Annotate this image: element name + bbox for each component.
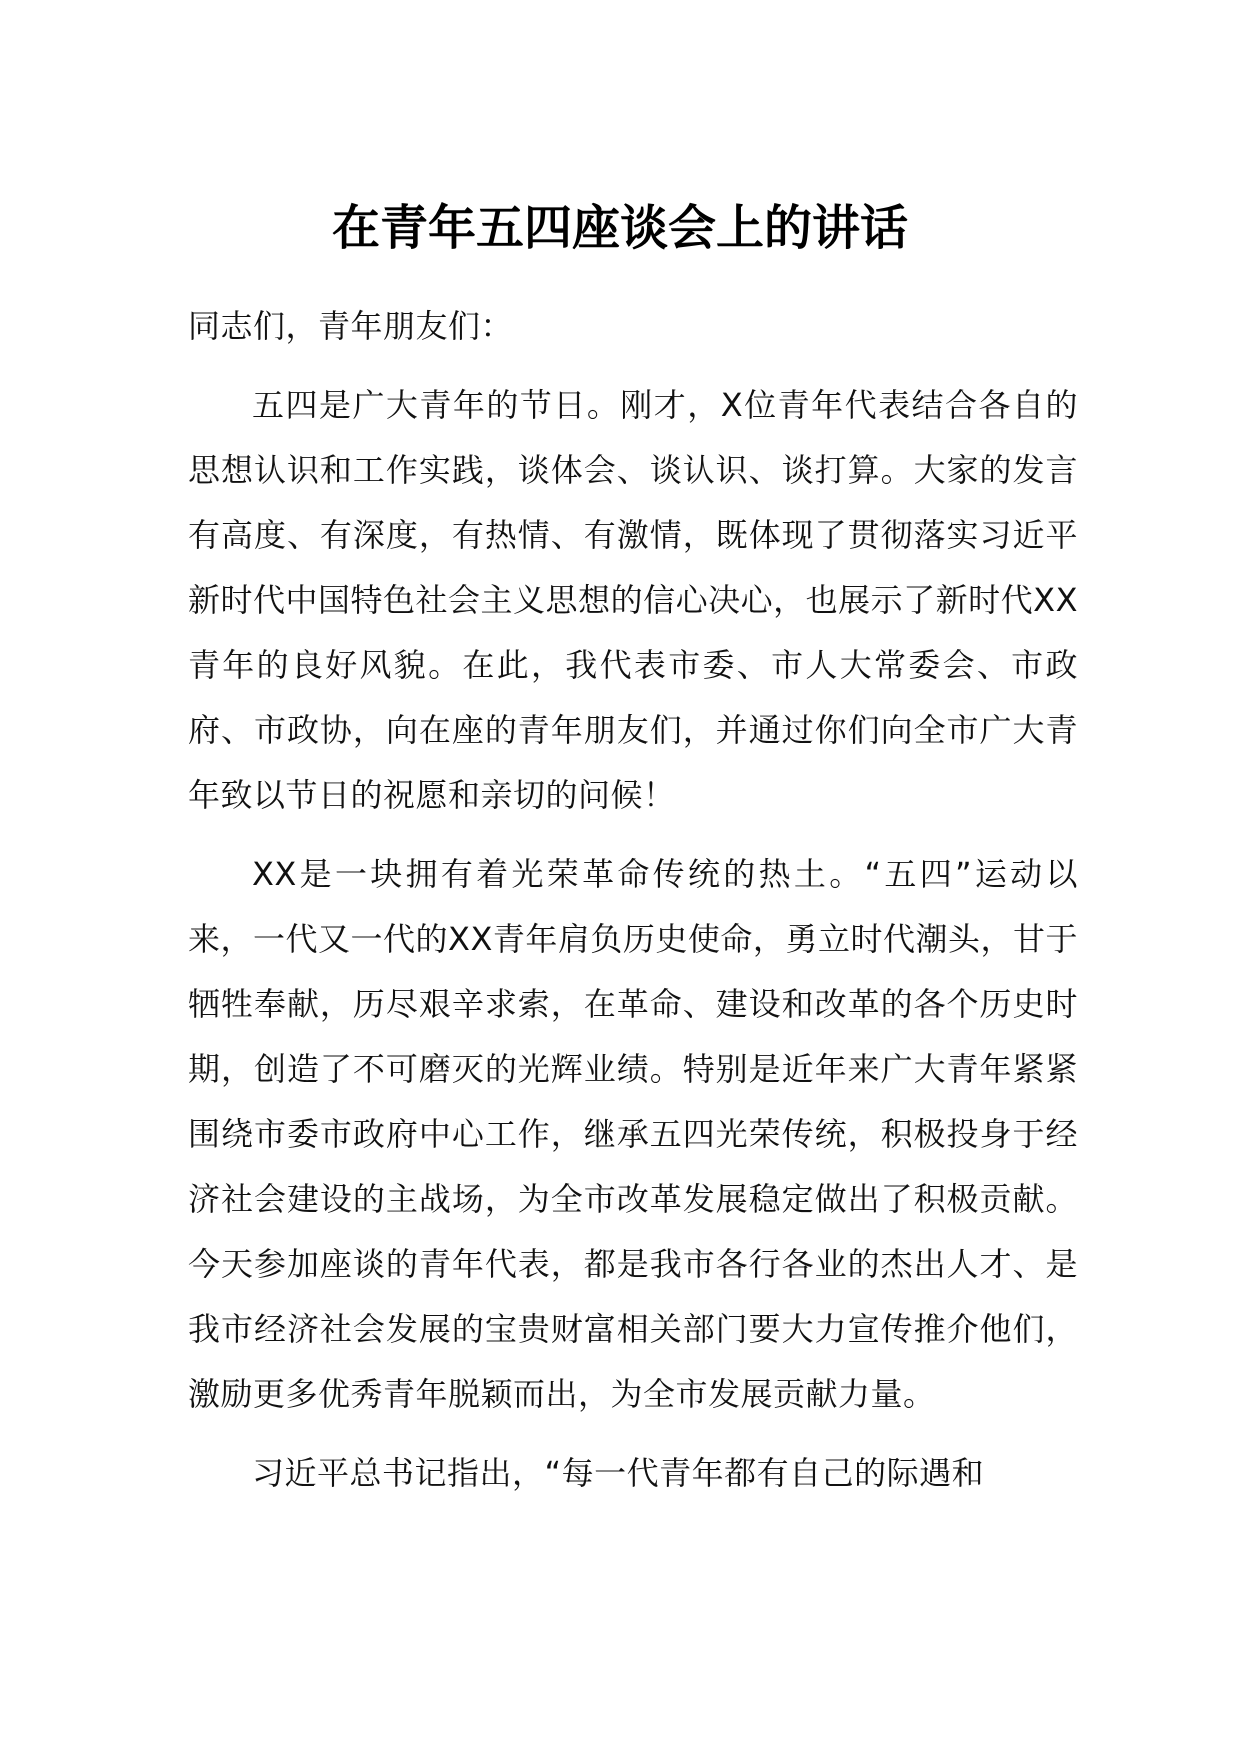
paragraph-2: XX是一块拥有着光荣革命传统的热土。“五四”运动以来，一代又一代的XX青年肩负历史使命，勇立时代潮头，甘于牺牲奉献，历尽艰辛求索，在革命、建设和改革的各个历史时期，创造了不可磨灭的光辉业绩。特别是近年来广大青年紧紧围绕市委市政府中心工作，继承五四光荣传统，积极投身于经济社会建设的主战场，为全市改革发展稳定做出了积极贡献。今天参加座谈的青年代表，都是我市各行各业的杰出人才、是我市经济社会发展的宝贵财富相关部门要大力宣传推介他们，激励更多优秀青年脱颖而出，为全市发展贡献力量。 — [188, 855, 1078, 1413]
document-body — [188, 294, 1078, 1520]
salutation: 同志们，青年朋友们： — [188, 307, 514, 345]
paragraph-3: 习近平总书记指出，“每一代青年都有自己的际遇和 — [252, 1454, 985, 1492]
paragraph-1: 五四是广大青年的节日。刚才，X位青年代表结合各自的思想认识和工作实践，谈体会、谈认识、谈打算。大家的发言有高度、有深度，有热情、有激情，既体现了贯彻落实习近平新时代中国特色社会主义思想的信心决心，也展示了新时代XX青年的良好风貌。在此，我代表市委、市人大常委会、市政府、市政协，向在座的青年朋友们，并通过你们向全市广大青年致以节日的祝愿和亲切的问候！ — [188, 386, 1078, 814]
document-title: 在青年五四座谈会上的讲话 — [331, 200, 908, 256]
